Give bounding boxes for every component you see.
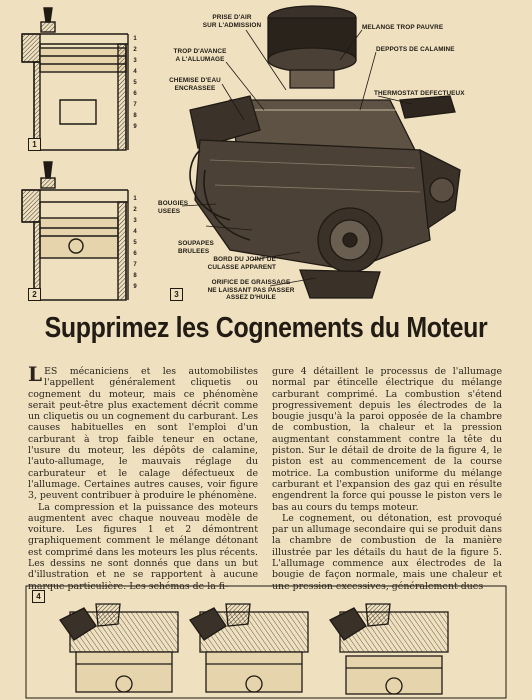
paragraph: Le cognement, ou détonation, est provoqué par un allumage secondaire qui se produit dans la chambre de combustion de la manière illustrée par les détails du haut de la figure 5. L'allumage commence aux électrodes de la bougie de façon normale, mais une chaleur et une pression excessives, généralement dues bbox=[272, 512, 502, 592]
scale-number: 1 bbox=[133, 36, 137, 42]
scale-number: 3 bbox=[133, 58, 137, 64]
scale-number: 7 bbox=[133, 102, 137, 108]
paragraph bbox=[28, 362, 258, 502]
scale-number: 8 bbox=[133, 273, 137, 279]
scale-number: 9 bbox=[133, 284, 137, 290]
label-melange-pauvre: MELANGE TROP PAUVRE bbox=[362, 24, 444, 31]
scale-number: 2 bbox=[133, 207, 137, 213]
scale-number: 6 bbox=[133, 251, 137, 257]
label-prise-air: PRISE D'AIR SUR L'ADMISSION bbox=[202, 14, 262, 29]
scale-number: 7 bbox=[133, 262, 137, 268]
scale-number: 9 bbox=[133, 124, 137, 130]
figure-3-number: 3 bbox=[170, 288, 183, 301]
scale-number: 3 bbox=[133, 218, 137, 224]
article-title: Supprimez les Cognements du Moteur bbox=[44, 312, 488, 344]
figure-2-cylinder bbox=[22, 162, 128, 300]
label-thermostat: THERMOSTAT DEFECTUEUX bbox=[374, 90, 465, 97]
scale-number: 4 bbox=[133, 229, 137, 235]
label-chemise-eau: CHEMISE D'EAU ENCRASSEE bbox=[169, 77, 221, 92]
scale-number: 2 bbox=[133, 47, 137, 53]
figure-4-combustion bbox=[26, 586, 506, 698]
figure-4-number: 4 bbox=[32, 590, 45, 603]
figure-1-cylinder bbox=[22, 8, 128, 150]
label-bougies: BOUGIES USEES bbox=[158, 200, 189, 215]
scale-number: 1 bbox=[133, 196, 137, 202]
label-orifice: ORIFICE DE GRAISSAGE NE LAISSANT PAS PASSER ASSEZ D'HUILE bbox=[207, 279, 295, 302]
scale-number: 4 bbox=[133, 69, 137, 75]
label-bord-joint: BORD DU JOINT DE CULASSE APPARENT bbox=[207, 256, 276, 271]
drop-cap: L bbox=[28, 362, 43, 386]
article-column-2 bbox=[272, 366, 502, 592]
figure-1-number: 1 bbox=[28, 138, 41, 151]
label-depots-calamine: DEPPOTS DE CALAMINE bbox=[376, 46, 455, 53]
label-trop-avance: TROP D'AVANCE A L'ALLUMAGE bbox=[173, 48, 227, 63]
paragraph: La compression et la puissance des moteurs augmentent avec chaque nouveau modèle de voiture. Les figures 1 et 2 démontrent graphiquement comment le mélange détonant est comprimé dans les moteurs les plus récents. Les dessins ne sont donnés que dans un but d'illustration et ne se rapportent à aucune marque particulière. Les schémas de la fi- bbox=[28, 501, 258, 592]
scale-number: 6 bbox=[133, 91, 137, 97]
paragraph-text: ES mécaniciens et les automobilistes l'appellent généralement cliquetis ou cognement du moteur, mais ce phénomène serait peut-être plus exactement décrit comme un cliquetis ou un cognement du carburant. Les causes habituelles en sont l'emploi d'un carburant à trop faible teneur en octane, l'usure du moteur, les dépôts de calamine, l'auto-allumage, le mauvais réglage du carburateur et le calage défectueux de l'allumage. Certaines autres causes, voir figure 3, peuvent contribuer à produire le phénomène. bbox=[28, 366, 258, 502]
figure-2-number: 2 bbox=[28, 288, 41, 301]
label-soupapes: SOUPAPES BRULEES bbox=[178, 240, 214, 255]
paragraph: gure 4 détaillent le processus de l'allumage normal par étincelle électrique du mélange carburant comprimé. La combustion s'étend progressivement depuis les électrodes de la bougie jusqu'à la paroi opposée de la chambre de combustion, la chaleur et la pression augmentant constamment contre la tête du piston. Sur le détail de droite de la figure 4, le piston est au commencement de la course motrice. La combustion uniforme du mélange carburant et l'expansion des gaz qui en résulte engendrent la force qui pousse le piston vers le bas au cours du temps moteur. bbox=[272, 366, 502, 513]
scale-number: 5 bbox=[133, 80, 137, 86]
scale-number: 8 bbox=[133, 113, 137, 119]
article-column-1 bbox=[28, 362, 258, 592]
scale-number: 5 bbox=[133, 240, 137, 246]
